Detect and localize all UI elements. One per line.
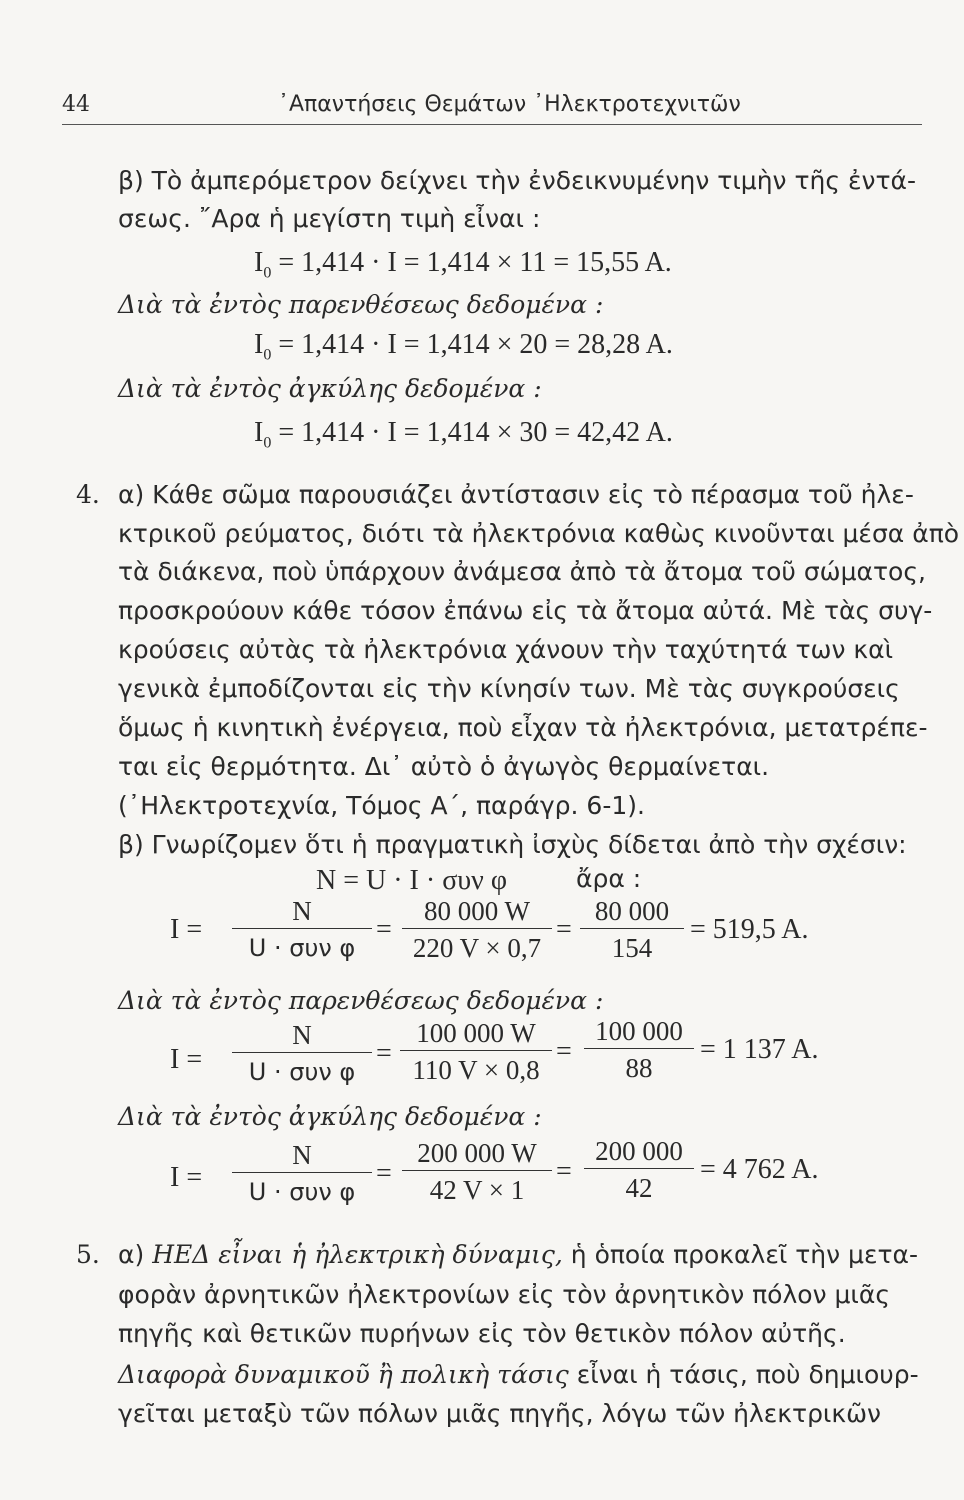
s4-beta-line: β) Γνωρίζομεν ὅτι ἡ πραγματικὴ ἰσχὺς δίδεται ἀπὸ τὴν σχέσιν: <box>118 830 907 859</box>
section-4-number: 4. <box>76 480 100 509</box>
s5-line-3: πηγῆς καὶ θετικῶν πυρήνων εἰς τὸν θετικὸν πόλον αὐτῆς. <box>118 1319 846 1348</box>
calc3-lhs: I = <box>170 1162 203 1193</box>
s4-line-3: τὰ διάκενα, ποὺ ὑπάρχουν ἀνάμεσα ἀπὸ τὰ ἄτομα τοῦ σώματος, <box>118 557 926 586</box>
calc1-fraction-2: $\frac{80 000 W}{220 V \times 0,7}$ <box>402 896 552 963</box>
s4-line-2: κτρικοῦ ρεύματος, διότι τὰ ἠλεκτρόνια καθὼς κινοῦνται μέσα ἀπὸ <box>118 519 960 548</box>
s3b-eq-3: $I_0 = 1,414 \cdot I = 1,414 \times 30 = 42,42$ A. <box>254 417 673 452</box>
calc3-fraction-3: $\frac{200 000}{42}$ <box>584 1136 694 1203</box>
s3b-label-parenthesis: Διὰ τὰ ἐντὸς παρενθέσεως δεδομένα : <box>118 290 604 319</box>
s5-line-4: Διαφορὰ δυναμικοῦ ἢ πολικὴ τάσις εἶναι ἡ τάσις, ποὺ δημιουρ- <box>118 1360 919 1389</box>
calc2-lhs: I = <box>170 1044 203 1075</box>
s4-line-4: προσκρούουν κάθε τόσον ἐπάνω εἰς τὰ ἄτομα αὐτά. Μὲ τὰς συγ- <box>118 596 933 625</box>
calc2-fraction-3: $\frac{100 000}{88}$ <box>584 1016 694 1083</box>
s4-line-5: κρούσεις αὐτὰς τὰ ἠλεκτρόνια χάνουν τὴν ταχύτητά των καὶ <box>118 635 894 664</box>
s4-formula-ara: ἄρα : <box>576 864 642 893</box>
s3b-eq-1: $I_0 = 1,414 \cdot I = 1,414 \times 11 = 15,55$ A. <box>254 247 672 282</box>
s4-reference: (᾽Ηλεκτροτεχνία, Τόμος Α΄, παράγρ. 6-1). <box>118 791 645 820</box>
s4-formula: N = U · I · συν φ <box>316 865 507 896</box>
calc3-result: = 4 762 A. <box>700 1154 819 1185</box>
s4-line-7: ὅμως ἡ κινητικὴ ἐνέργεια, ποὺ εἶχαν τὰ ἠλεκτρόνια, μετατρέπε- <box>118 713 928 742</box>
calc2-result: = 1 137 A. <box>700 1034 819 1065</box>
s4-line-6: γενικὰ ἐμποδίζονται εἰς τὴν κίνησίν των. Μὲ τὰς συγκρούσεις <box>118 674 900 703</box>
calc2-fraction-2: $\frac{100 000 W}{110 V \times 0,8}$ <box>400 1018 552 1085</box>
calc1-fraction-1: N U · συν φ <box>232 896 372 963</box>
s5-line-2: φορὰν ἀρνητικῶν ἠλεκτρονίων εἰς τὸν ἀρνητικὸν πόλον μιᾶς <box>118 1280 890 1309</box>
s4-label-parenthesis: Διὰ τὰ ἐντὸς παρενθέσεως δεδομένα : <box>118 986 604 1015</box>
s3b-label-bracket: Διὰ τὰ ἐντὸς ἀγκύλης δεδομένα : <box>118 374 542 403</box>
calc1-lhs: I = <box>170 914 203 945</box>
s4-line-8: ται εἰς θερμότητα. Δι᾽ αὐτὸ ὁ ἀγωγὸς θερμαίνεται. <box>118 752 770 781</box>
s3b-line-1: β) Τὸ ἀμπερόμετρον δείχνει τὴν ἐνδεικνυμένην τιμὴν τῆς ἐντά- <box>118 166 916 195</box>
s5-line-5: γεῖται μεταξὺ τῶν πόλων μιᾶς πηγῆς, λόγω τῶν ἠλεκτρικῶν <box>118 1399 882 1428</box>
calc1-result: = 519,5 A. <box>690 914 809 945</box>
calc3-fraction-1: N U · συν φ <box>232 1140 372 1207</box>
running-title: ᾽Απαντήσεις Θεμάτων ᾽Ηλεκτροτεχνιτῶν <box>278 92 741 117</box>
section-5-number: 5. <box>76 1240 100 1269</box>
s4-label-bracket: Διὰ τὰ ἐντὸς ἀγκύλης δεδομένα : <box>118 1102 542 1131</box>
header-rule <box>62 124 922 125</box>
s5-potential-difference-term: Διαφορὰ δυναμικοῦ ἢ πολικὴ τάσις <box>118 1360 569 1389</box>
calc2-fraction-1: N U · συν φ <box>232 1020 372 1087</box>
s5-hed-definition: ΗΕΔ εἶναι ἡ ἠλεκτρικὴ δύναμις, <box>152 1240 563 1269</box>
s3b-eq-2: $I_0 = 1,414 \cdot I = 1,414 \times 20 = 28,28$ A. <box>254 329 673 364</box>
s3b-line-2: σεως. ῎Αρα ἡ μεγίστη τιμὴ εἶναι : <box>118 204 541 233</box>
s5-line-1: α) ΗΕΔ εἶναι ἡ ἠλεκτρικὴ δύναμις, ἡ ὁποία προκαλεῖ τὴν μετα- <box>118 1240 919 1269</box>
calc1-fraction-3: $\frac{80 000}{154}$ <box>580 896 684 963</box>
page-header <box>62 92 922 126</box>
calc3-fraction-2: $\frac{200 000 W}{42 V \times 1}$ <box>402 1138 552 1205</box>
page-number: 44 <box>62 92 90 117</box>
s4-line-1: α) Κάθε σῶμα παρουσιάζει ἀντίστασιν εἰς τὸ πέρασμα τοῦ ἠλε- <box>118 480 914 509</box>
book-page: 44 ᾽Απαντήσεις Θεμάτων ᾽Ηλεκτροτεχνιτῶν β) Τὸ ἀμπερόμετρον δείχνει τὴν ἐνδεικνυμένην τιμὴν τῆς ἐντά- σεως. ῎Αρα ἡ μεγίστη τιμὴ εἶναι : $I_0 = 1,414 \cdot I = 1,414 \times 11 = 15,55$ A. Διὰ τὰ ἐντὸς παρενθέσεως δεδομένα : $I_0 = 1,414 \cdot I = 1,414 \times 20 = 28,28$ A. Διὰ τὰ ἐντὸς ἀγκύλης δεδομένα : $I_0 = 1,414 \cdot I = 1,414 \times 30 = 42,42$ A. 4. α) Κάθε σῶμα παρουσιάζει ἀντίστασιν εἰς τὸ πέρασμα τοῦ ἠλε- κτρικοῦ ρεύματος, διότι τὰ ἠλεκτρόνια καθὼς κινοῦνται μέσα ἀπὸ τὰ διάκενα, ποὺ ὑπάρχουν ἀνάμεσα ἀπὸ τὰ ἄτομα τοῦ σώματος, προσκρούουν κάθε τόσον ἐπάνω εἰς τὰ ἄτομα αὐτά. Μὲ τὰς συγ- κρούσεις αὐτὰς τὰ ἠλεκτρόνια χάνουν τὴν ταχύτητά των καὶ γενικὰ ἐμποδίζονται εἰς τὴν κίνησίν των. Μὲ τὰς συγκρούσεις ὅμως ἡ κινητικὴ ἐνέργεια, ποὺ εἶχαν τὰ ἠλεκτρόνια, μετατρέπε- ται εἰς θερμότητα. Δι᾽ αὐτὸ ὁ ἀγωγὸς θερμαίνεται. (᾽Ηλεκτροτεχνία, Τόμος Α΄, παράγρ. 6-1). β) Γνωρίζομεν ὅτι ἡ πραγματικὴ ἰσχὺς δίδεται ἀπὸ τὴν σχέσιν: N = U · I · συν φ ἄρα : I = N U · συν φ = $\frac{80 000 W}{220 V \times 0,7}$ = $\frac{80 000}{154}$ = 519,5 A. Διὰ τὰ ἐντὸς παρενθέσεως δεδομένα : I = N U · συν φ = $\frac{100 000 W}{110 V \times 0,8}$ = $\frac{100 000}{88}$ = 1 137 A. Διὰ τὰ ἐντὸς ἀγκύλης δεδομένα : I = N U · συν φ = $\frac{200 000 W}{42 V \times 1}$ = $\frac{200 000}{42}$ = 4 762 A. 5. α) ΗΕΔ εἶναι ἡ ἠλεκτρικὴ δύναμις, ἡ ὁποία προκαλεῖ τὴν μετα- φορὰν ἀρνητικῶν ἠλεκτρονίων εἰς τὸν ἀρνητικὸν πόλον μιᾶς πηγῆς καὶ θετικῶν πυρήνων εἰς τὸν θετικὸν πόλον αὐτῆς. Διαφορὰ δυναμικοῦ ἢ πολικὴ τάσις εἶναι ἡ τάσις, ποὺ δημιουρ- γεῖται μεταξὺ τῶν πόλων μιᾶς πηγῆς, λόγω τῶν ἠλεκτρικῶν <box>62 92 960 1428</box>
